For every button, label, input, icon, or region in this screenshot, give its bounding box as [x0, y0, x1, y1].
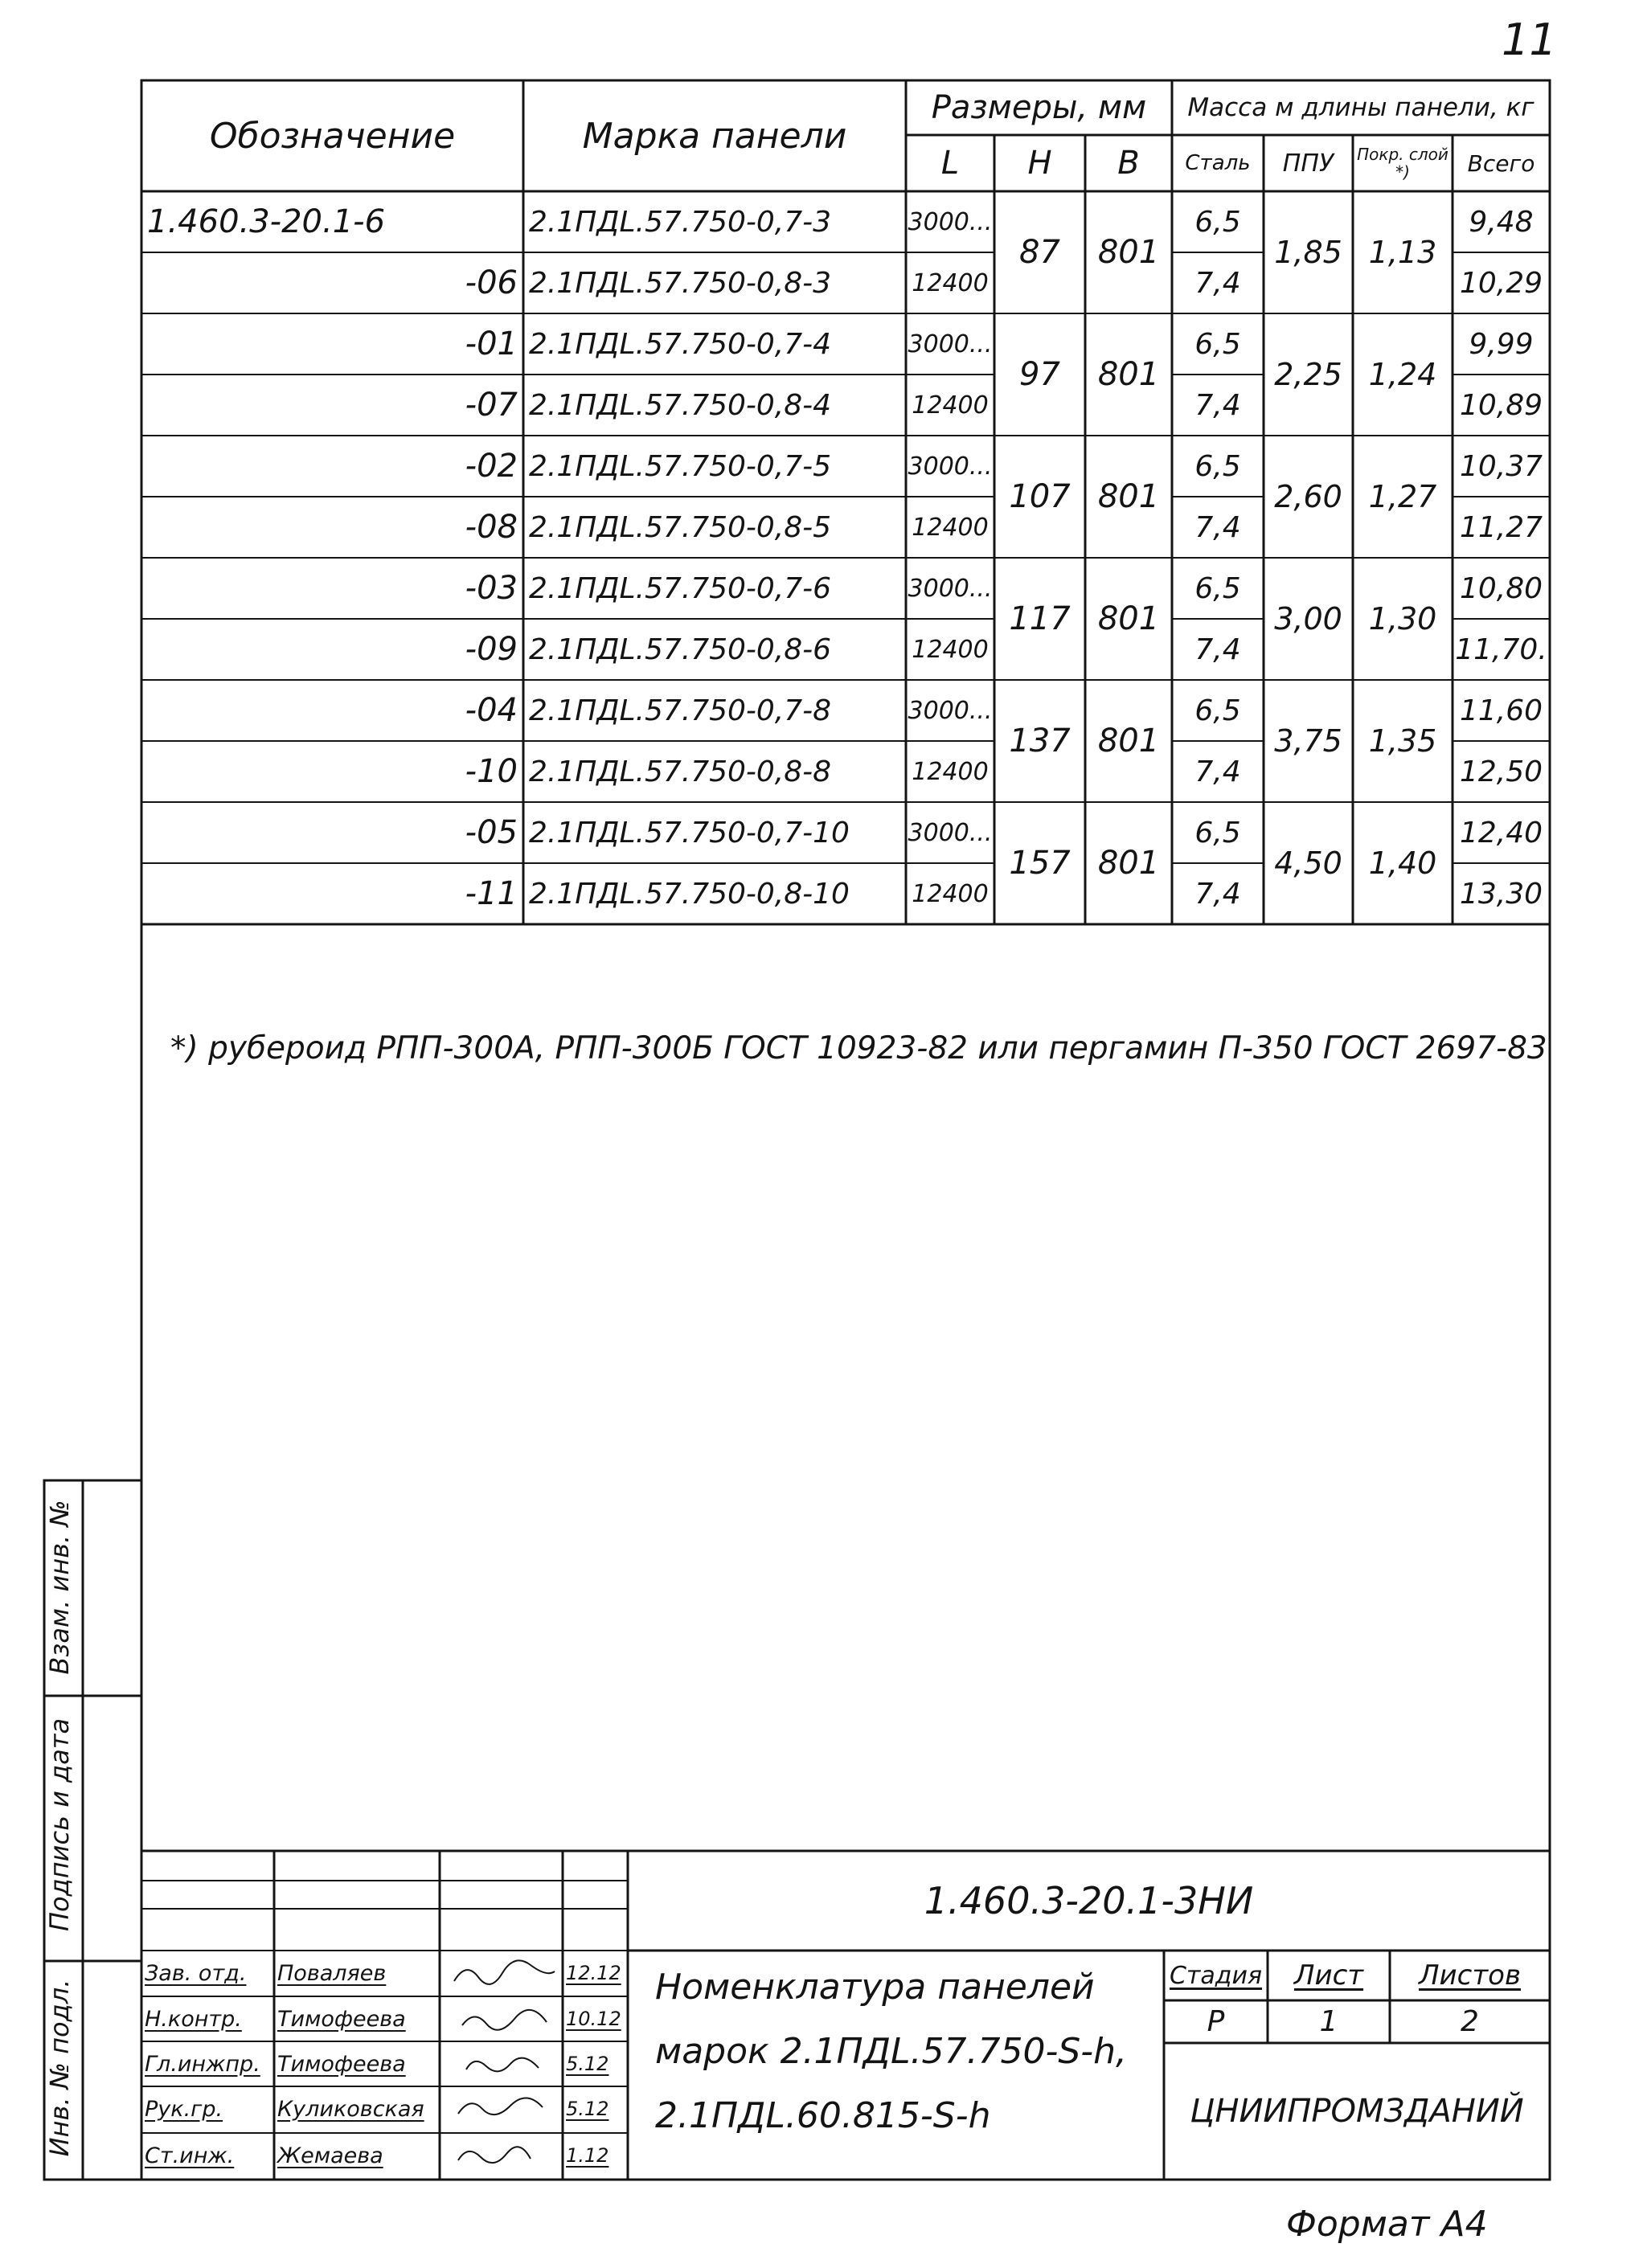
group-H-value: 137: [1009, 723, 1071, 759]
row-steel-mass: 6,5: [1194, 694, 1241, 727]
row-steel-mass: 7,4: [1194, 388, 1241, 422]
header-mass-roof: Покр. слой *): [1357, 145, 1448, 182]
document-code: 1.460.3-20.1-3НИ: [924, 1879, 1254, 1922]
group-roof-value: 1,27: [1368, 479, 1437, 514]
row-steel-mass: 7,4: [1194, 633, 1241, 666]
format-label: Формат А4: [1286, 2204, 1488, 2245]
header-dim-L: L: [940, 145, 960, 182]
row-total-mass: 11,60: [1459, 694, 1543, 727]
signature-date: 5.12: [566, 2053, 609, 2075]
row-length: 3000...: [908, 452, 993, 481]
group-H-value: 107: [1009, 478, 1071, 515]
signature-name: Куликовская: [277, 2096, 424, 2122]
signature-name: Тимофеева: [277, 2006, 406, 2032]
row-total-mass: 11,70.: [1455, 633, 1547, 666]
row-panel-mark: 2.1ПДL.57.750-0,8-10: [529, 877, 850, 911]
row-length: 12400: [912, 879, 989, 908]
header-dim-H: H: [1027, 145, 1052, 182]
row-length: 12400: [912, 268, 989, 297]
row-designation: -01: [465, 325, 518, 362]
title-line-1: Номенклатура панелей: [655, 1967, 1095, 2008]
group-roof-value: 1,30: [1368, 601, 1437, 637]
signature-role: Н.контр.: [145, 2006, 242, 2032]
row-panel-mark: 2.1ПДL.57.750-0,8-5: [529, 510, 832, 544]
row-panel-mark: 2.1ПДL.57.750-0,7-10: [529, 816, 850, 849]
row-total-mass: 10,89: [1459, 388, 1543, 422]
group-B-value: 801: [1097, 845, 1160, 882]
group-H-value: 97: [1019, 356, 1060, 393]
signature-name: Жемаева: [277, 2143, 383, 2168]
row-panel-mark: 2.1ПДL.57.750-0,8-6: [529, 633, 832, 666]
signature-1: [454, 1960, 555, 1984]
group-H-value: 87: [1019, 234, 1060, 271]
row-steel-mass: 7,4: [1194, 266, 1241, 300]
row-panel-mark: 2.1ПДL.57.750-0,8-3: [529, 266, 832, 300]
group-B-value: 801: [1097, 356, 1160, 393]
row-panel-mark: 2.1ПДL.57.750-0,7-5: [529, 449, 832, 483]
header-dimensions: Размеры, мм: [931, 89, 1147, 126]
row-length: 12400: [912, 635, 989, 664]
row-designation: -11: [465, 875, 518, 912]
header-mass: Масса м длины панели, кг: [1187, 93, 1535, 122]
group-ppu-value: 2,25: [1274, 357, 1342, 392]
signature-date: 5.12: [566, 2098, 609, 2120]
stage-label: Стадия: [1169, 1961, 1263, 1990]
group-ppu-value: 4,50: [1274, 845, 1342, 881]
signature-2: [462, 2010, 547, 2030]
row-designation: -04: [465, 692, 518, 729]
stage-value: Р: [1207, 2005, 1225, 2038]
row-total-mass: 9,48: [1469, 205, 1534, 239]
header-panel-mark: Марка панели: [582, 115, 847, 157]
row-designation: -05: [465, 814, 518, 851]
row-panel-mark: 2.1ПДL.57.750-0,7-6: [529, 571, 832, 605]
group-H-value: 157: [1009, 845, 1071, 882]
row-length: 3000...: [908, 818, 993, 847]
row-total-mass: 9,99: [1469, 327, 1534, 361]
row-total-mass: 11,27: [1459, 510, 1543, 544]
row-total-mass: 12,40: [1459, 816, 1543, 849]
group-ppu-value: 2,60: [1274, 479, 1342, 514]
row-designation: -06: [465, 264, 518, 301]
signature-5: [458, 2147, 531, 2163]
signature-role: Зав. отд.: [145, 1960, 247, 1986]
signature-4: [458, 2098, 543, 2114]
group-B-value: 801: [1097, 600, 1160, 637]
row-designation: -02: [465, 448, 518, 485]
group-ppu-value: 3,00: [1274, 601, 1342, 637]
row-designation: -10: [465, 753, 518, 790]
row-panel-mark: 2.1ПДL.57.750-0,7-3: [529, 205, 832, 239]
group-roof-value: 1,35: [1368, 723, 1437, 759]
row-panel-mark: 2.1ПДL.57.750-0,7-8: [529, 694, 832, 727]
row-steel-mass: 7,4: [1194, 755, 1241, 788]
group-ppu-value: 1,85: [1274, 235, 1342, 270]
row-length: 3000...: [908, 207, 993, 236]
signature-date: 12.12: [566, 1962, 621, 1984]
group-H-value: 117: [1009, 600, 1071, 637]
row-length: 12400: [912, 513, 989, 542]
row-designation: -07: [465, 387, 518, 424]
header-dim-B: B: [1117, 145, 1140, 182]
row-designation: -08: [465, 509, 518, 546]
signature-role: Гл.инжпр.: [145, 2051, 260, 2077]
group-B-value: 801: [1097, 723, 1160, 759]
footnote: *) рубероид РПП-300А, РПП-300Б ГОСТ 10923-82 или пергамин П-350 ГОСТ 2697-83: [170, 1030, 1547, 1066]
row-steel-mass: 6,5: [1194, 816, 1241, 849]
row-length: 3000...: [908, 330, 993, 358]
row-panel-mark: 2.1ПДL.57.750-0,8-8: [529, 755, 832, 788]
header-mass-ppu: ППУ: [1282, 149, 1334, 178]
header-mass-steel: Сталь: [1185, 151, 1251, 175]
signature-role: Рук.гр.: [145, 2096, 223, 2122]
side-label-podpis-data: Подпись и дата: [44, 1717, 75, 1931]
group-roof-value: 1,13: [1368, 235, 1437, 270]
page-number: 11: [1502, 14, 1557, 65]
row-steel-mass: 7,4: [1194, 510, 1241, 544]
row-total-mass: 10,29: [1459, 266, 1543, 300]
signature-name: Поваляев: [277, 1960, 387, 1986]
row-steel-mass: 6,5: [1194, 205, 1241, 239]
row-steel-mass: 6,5: [1194, 449, 1241, 483]
row-designation: 1.460.3-20.1-6: [147, 203, 386, 240]
group-B-value: 801: [1097, 234, 1160, 271]
title-line-2: марок 2.1ПДL.57.750-S-h,: [655, 2031, 1128, 2072]
row-total-mass: 13,30: [1459, 877, 1543, 911]
side-label-inv-podl: Инв. № подл.: [44, 1979, 75, 2157]
row-length: 3000...: [908, 696, 993, 725]
signature-name: Тимофеева: [277, 2051, 406, 2077]
row-total-mass: 10,80: [1459, 571, 1543, 605]
organization: ЦНИИПРОМЗДАНИЙ: [1190, 2093, 1524, 2130]
sheet-value: 1: [1319, 2005, 1338, 2038]
row-length: 3000...: [908, 574, 993, 603]
row-total-mass: 10,37: [1459, 449, 1543, 483]
row-panel-mark: 2.1ПДL.57.750-0,7-4: [529, 327, 832, 361]
signature-role: Ст.инж.: [145, 2143, 235, 2168]
group-roof-value: 1,24: [1368, 357, 1437, 392]
row-total-mass: 12,50: [1459, 755, 1543, 788]
row-designation: -09: [465, 631, 518, 668]
row-panel-mark: 2.1ПДL.57.750-0,8-4: [529, 388, 832, 422]
group-ppu-value: 3,75: [1274, 723, 1342, 759]
row-steel-mass: 7,4: [1194, 877, 1241, 911]
row-designation: -03: [465, 570, 518, 607]
row-steel-mass: 6,5: [1194, 327, 1241, 361]
side-label-vzam-inv: Взам. инв. №: [44, 1500, 75, 1675]
signature-date: 1.12: [566, 2144, 609, 2167]
group-roof-value: 1,40: [1368, 845, 1437, 881]
row-steel-mass: 6,5: [1194, 571, 1241, 605]
header-mass-total: Всего: [1467, 149, 1535, 177]
signature-date: 10.12: [566, 2008, 621, 2030]
sheets-value: 2: [1461, 2005, 1479, 2038]
sheets-label: Листов: [1418, 1959, 1521, 1992]
group-B-value: 801: [1097, 478, 1160, 515]
header-designation: Обозначение: [209, 115, 456, 157]
signature-3: [466, 2058, 539, 2072]
row-length: 12400: [912, 757, 989, 786]
sheet-label: Лист: [1293, 1959, 1364, 1992]
row-length: 12400: [912, 391, 989, 420]
title-line-3: 2.1ПДL.60.815-S-h: [655, 2095, 991, 2136]
